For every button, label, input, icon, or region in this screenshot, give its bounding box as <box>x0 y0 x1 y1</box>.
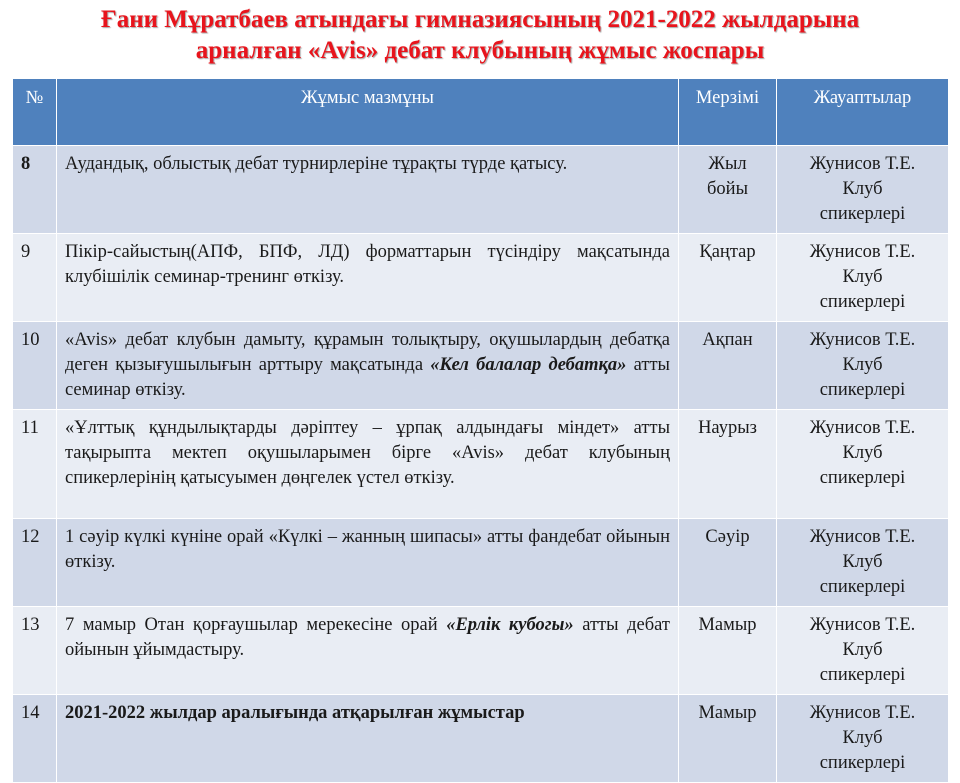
header-number: № <box>13 79 57 146</box>
table-row <box>13 519 949 607</box>
content-text-end: атты семинар өткізу. <box>65 355 670 400</box>
table-row <box>13 322 949 410</box>
header-responsible: Жауаптылар <box>777 79 949 146</box>
row-content: 1 сәуір күлкі күніне орай «Күлкі – жанның шипасы» атты фандебат ойынын өткізу. <box>57 519 679 607</box>
row-responsible <box>777 234 949 322</box>
row-number: 9 <box>13 234 57 322</box>
responsible-speakers: спикерлері <box>819 204 906 224</box>
row-number: 10 <box>13 322 57 410</box>
row-content: Аудандық, облыстық дебат турнирлеріне тұрақты түрде қатысу. <box>57 146 679 234</box>
row-responsible <box>777 410 949 519</box>
table-row <box>13 410 949 519</box>
row-number: 14 <box>13 695 57 783</box>
work-plan-table <box>12 78 949 783</box>
row-responsible <box>777 607 949 695</box>
responsible-name: Жунисов Т.Е. <box>809 154 916 174</box>
responsible-name: Жунисов Т.Е. <box>809 615 916 635</box>
table-row <box>13 607 949 695</box>
responsible-speakers: спикерлері <box>819 292 906 312</box>
row-responsible <box>777 146 949 234</box>
responsible-club: Клуб <box>842 552 883 572</box>
responsible-name: Жунисов Т.Е. <box>809 418 916 438</box>
header-content: Жұмыс мазмұны <box>57 79 679 146</box>
responsible-club: Клуб <box>842 267 883 287</box>
responsible-speakers: спикерлері <box>819 665 906 685</box>
responsible-club: Клуб <box>842 355 883 375</box>
page-title <box>0 4 960 66</box>
row-number: 13 <box>13 607 57 695</box>
content-text-end: атты дебат ойынын ұйымдастыру. <box>65 615 670 660</box>
row-responsible <box>777 322 949 410</box>
row-number: 12 <box>13 519 57 607</box>
row-content <box>57 322 679 410</box>
responsible-club: Клуб <box>842 179 883 199</box>
table-row <box>13 234 949 322</box>
table-header-row <box>13 79 949 146</box>
row-content: «Ұлттық құндылықтарды дәріптеу – ұрпақ алдындағы міндет» атты тақырыпта мектеп оқушыларымен бірге «Avis» дебат клубының спикерлерінің қатысуымен дөңгелек үстел өткізу. <box>57 410 679 519</box>
row-deadline: Жыл бойы <box>679 146 777 234</box>
row-deadline: Наурыз <box>679 410 777 519</box>
responsible-name: Жунисов Т.Е. <box>809 242 916 262</box>
row-responsible <box>777 519 949 607</box>
responsible-name: Жунисов Т.Е. <box>809 330 916 350</box>
responsible-name: Жунисов Т.Е. <box>809 703 916 723</box>
event-title: «Ерлік кубогы» <box>446 615 574 635</box>
content-text: 7 мамыр Отан қорғаушылар мерекесіне орай <box>65 615 447 635</box>
title-line-1: Ғани Мұратбаев атындағы гимназиясының 2021-2022 жылдарына <box>100 6 860 33</box>
row-content: Пікір-сайыстың(АПФ, БПФ, ЛД) форматтарын түсіндіру мақсатында клубішілік семинар-тренинг өткізу. <box>57 234 679 322</box>
responsible-speakers: спикерлері <box>819 577 906 597</box>
responsible-club: Клуб <box>842 640 883 660</box>
table-row <box>13 146 949 234</box>
responsible-speakers: спикерлері <box>819 753 906 773</box>
row-deadline: Мамыр <box>679 695 777 783</box>
responsible-name: Жунисов Т.Е. <box>809 527 916 547</box>
responsible-speakers: спикерлері <box>819 380 906 400</box>
header-deadline: Мерзімі <box>679 79 777 146</box>
row-deadline: Ақпан <box>679 322 777 410</box>
responsible-club: Клуб <box>842 728 883 748</box>
row-deadline: Қаңтар <box>679 234 777 322</box>
seminar-title: «Кел балалар дебатқа» <box>430 355 627 375</box>
row-number: 11 <box>13 410 57 519</box>
row-responsible <box>777 695 949 783</box>
row-deadline: Сәуір <box>679 519 777 607</box>
content-text: «Avis» дебат клубын дамыту, құрамын толықтыру, оқушылардың дебатқа деген қызығушылығын арттыру мақсатында <box>65 330 670 375</box>
row-number: 8 <box>13 146 57 234</box>
title-line-2: арналған «Avis» дебат клубының жұмыс жоспары <box>195 37 765 64</box>
row-content <box>57 607 679 695</box>
row-deadline: Мамыр <box>679 607 777 695</box>
responsible-speakers: спикерлері <box>819 468 906 488</box>
row-content: 2021-2022 жылдар аралығында атқарылған жұмыстар <box>57 695 679 783</box>
responsible-club: Клуб <box>842 443 883 463</box>
table-row <box>13 695 949 783</box>
work-plan-table-wrapper <box>12 78 948 783</box>
